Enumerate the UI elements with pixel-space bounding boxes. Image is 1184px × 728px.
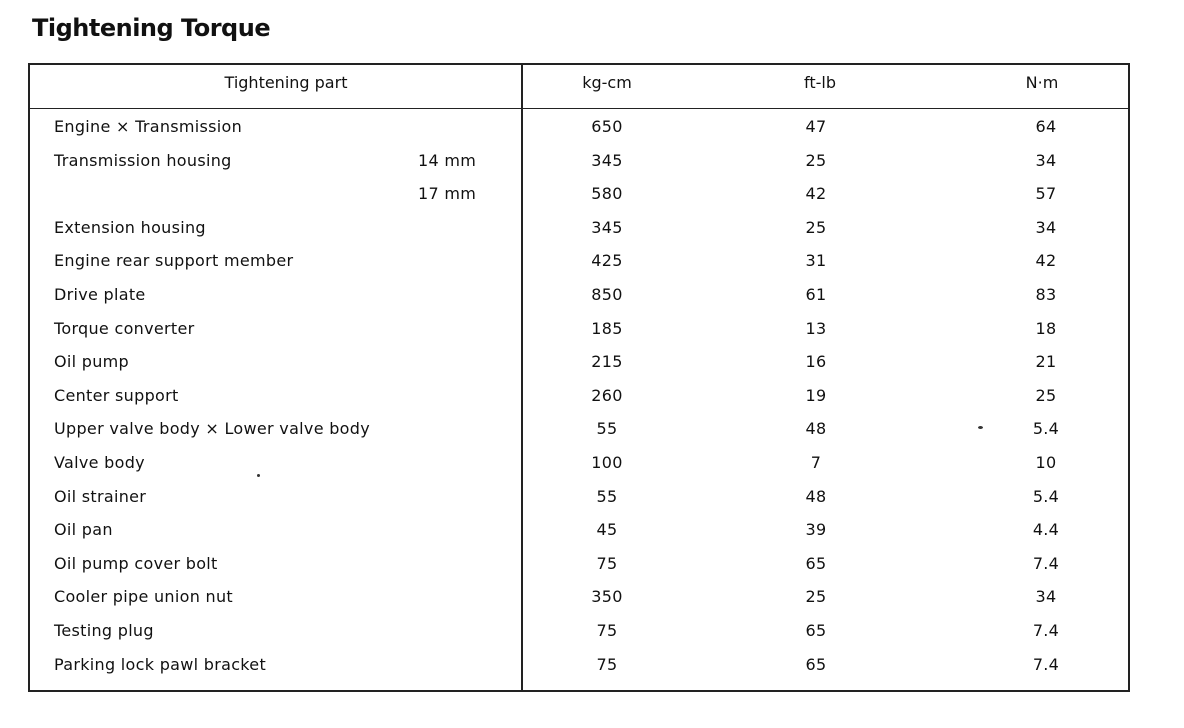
table-row [30, 319, 1128, 349]
kg-cm-cell: 100 [591, 453, 623, 472]
n-m-cell: 64 [1035, 117, 1057, 136]
scan-speck [978, 426, 983, 429]
n-m-cell: 57 [1035, 184, 1057, 204]
n-m-cell: 34 [1035, 217, 1057, 237]
ft-lb-cell: 65 [805, 621, 827, 640]
n-m-cell: 5.4 [1032, 419, 1060, 439]
header-kg-cm: kg-cm [582, 73, 632, 92]
kg-cm-cell: 850 [591, 285, 623, 304]
part-name-cell: Parking lock pawl bracket [54, 654, 267, 674]
table-row [30, 621, 1128, 651]
n-m-cell: 21 [1035, 352, 1057, 372]
n-m-cell: 25 [1035, 385, 1057, 405]
kg-cm-cell: 580 [591, 184, 623, 204]
kg-cm-cell: 55 [596, 419, 618, 439]
part-name-cell: Engine rear support member [54, 251, 294, 271]
ft-lb-cell: 39 [805, 520, 827, 540]
table-row [30, 386, 1128, 416]
n-m-cell: 7.4 [1032, 621, 1060, 640]
table-row [30, 655, 1128, 685]
kg-cm-cell: 75 [596, 621, 618, 640]
n-m-cell: 5.4 [1032, 486, 1060, 506]
scan-speck [257, 474, 260, 477]
ft-lb-cell: 31 [805, 251, 827, 271]
table-row [30, 117, 1128, 147]
n-m-cell: 18 [1035, 318, 1057, 338]
n-m-cell: 34 [1035, 150, 1057, 170]
ft-lb-cell: 16 [805, 352, 827, 372]
n-m-cell: 42 [1035, 251, 1057, 271]
kg-cm-cell: 650 [591, 117, 623, 136]
table-row [30, 184, 1128, 214]
kg-cm-cell: 260 [591, 385, 623, 405]
ft-lb-cell: 61 [805, 285, 827, 304]
part-name-cell: Upper valve body × Lower valve body [54, 419, 370, 439]
n-m-cell: 7.4 [1032, 654, 1060, 674]
part-name-cell: Oil strainer [54, 486, 147, 506]
ft-lb-cell: 42 [805, 184, 827, 204]
kg-cm-cell: 215 [591, 352, 623, 372]
kg-cm-cell: 75 [596, 553, 618, 573]
ft-lb-cell: 25 [805, 587, 827, 607]
n-m-cell: 7.4 [1032, 553, 1060, 573]
part-name-cell: Oil pump [54, 352, 130, 372]
kg-cm-cell: 75 [596, 654, 618, 674]
ft-lb-cell: 25 [805, 150, 827, 170]
table-row [30, 151, 1128, 181]
table-row [30, 554, 1128, 584]
part-name-cell: Engine × Transmission [54, 117, 243, 136]
part-name-cell: Extension housing [54, 217, 206, 237]
kg-cm-cell: 425 [591, 251, 623, 271]
table-row [30, 352, 1128, 382]
ft-lb-cell: 25 [805, 217, 827, 237]
n-m-cell: 10 [1035, 453, 1057, 472]
ft-lb-cell: 19 [805, 385, 827, 405]
page-title: Tightening Torque [32, 14, 271, 42]
kg-cm-cell: 345 [591, 217, 623, 237]
kg-cm-cell: 345 [591, 150, 623, 170]
part-name-cell: Oil pump cover bolt [54, 553, 218, 573]
part-name-cell: Valve body [54, 453, 145, 472]
part-name-cell: Torque converter [54, 318, 195, 338]
table-row [30, 453, 1128, 483]
kg-cm-cell: 55 [596, 486, 618, 506]
ft-lb-cell: 13 [805, 318, 827, 338]
table-row [30, 285, 1128, 315]
part-name-cell: Cooler pipe union nut [54, 587, 233, 607]
ft-lb-cell: 48 [805, 486, 827, 506]
n-m-cell: 34 [1035, 587, 1057, 607]
header-tightening-part: Tightening part [224, 73, 348, 92]
part-name-cell: Testing plug [54, 621, 154, 640]
header-ft-lb: ft-lb [804, 73, 836, 92]
bolt-size-cell: 14 mm [418, 150, 477, 170]
kg-cm-cell: 350 [591, 587, 623, 607]
n-m-cell: 83 [1035, 285, 1057, 304]
ft-lb-cell: 47 [805, 117, 827, 136]
ft-lb-cell: 65 [805, 553, 827, 573]
ft-lb-cell: 65 [805, 654, 827, 674]
ft-lb-cell: 48 [805, 419, 827, 439]
part-name-cell: Drive plate [54, 285, 146, 304]
table-row [30, 587, 1128, 617]
table-row [30, 251, 1128, 281]
table-row [30, 218, 1128, 248]
bolt-size-cell: 17 mm [418, 184, 477, 204]
ft-lb-cell: 7 [810, 453, 822, 472]
header-n-m: N·m [1025, 73, 1059, 92]
table-row [30, 419, 1128, 449]
kg-cm-cell: 45 [596, 520, 618, 540]
part-name-cell: Oil pan [54, 520, 113, 540]
kg-cm-cell: 185 [591, 318, 623, 338]
n-m-cell: 4.4 [1032, 520, 1060, 540]
table-row [30, 487, 1128, 517]
part-name-cell: Center support [54, 385, 179, 405]
table-row [30, 520, 1128, 550]
header-divider [30, 108, 1128, 109]
part-name-cell: Transmission housing [54, 150, 232, 170]
torque-table [28, 63, 1130, 692]
